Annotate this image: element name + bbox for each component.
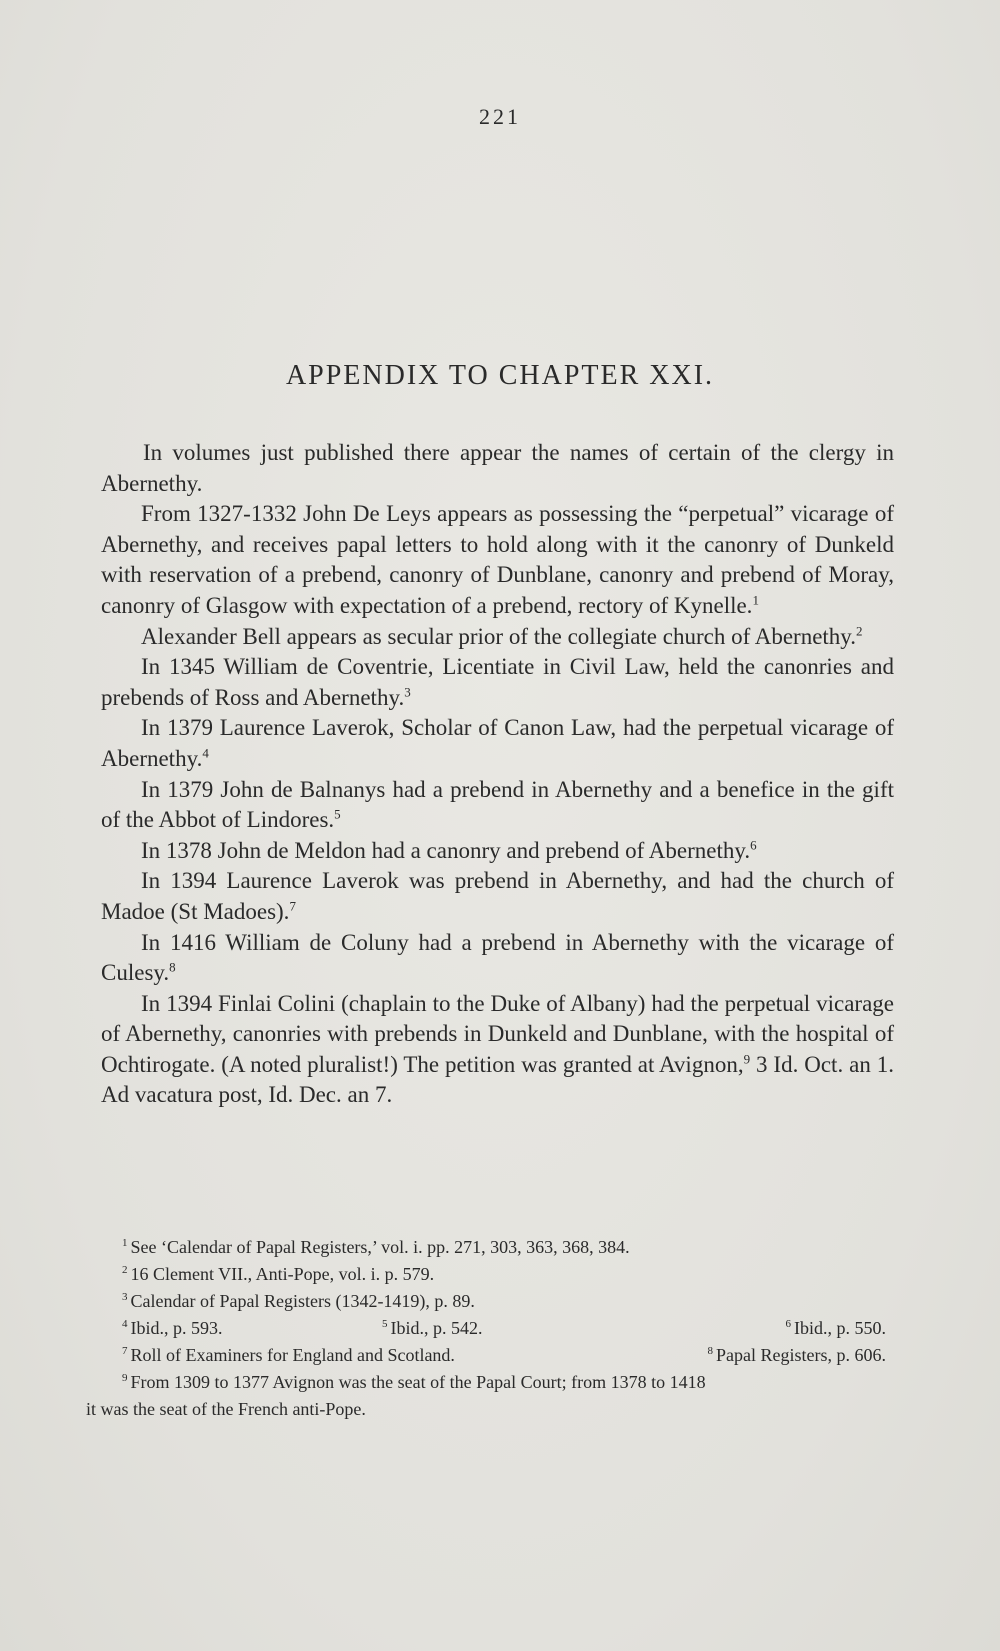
paragraph-text: From 1327-1332 John De Leys appears as possessing the “perpetual” vicarage of Abernethy, and receives papal letters to hold along with it the canonry of Dunkeld with reservation of a prebend, canonry of Dunblane, canonry and prebend of Moray, canonry of Glasgow with expectation of a prebend, rectory of Kynelle. xyxy=(101,501,894,618)
paragraph xyxy=(101,713,894,774)
footnote-text: Ibid., p. 550. xyxy=(794,1318,886,1338)
footnote-text: 16 Clement VII., Anti-Pope, vol. i. p. 579. xyxy=(130,1264,435,1284)
paragraph xyxy=(101,775,894,836)
paragraph xyxy=(101,622,894,653)
footnote-marker: 9 xyxy=(743,1051,751,1067)
footnote-marker: 3 xyxy=(404,684,411,700)
footnote xyxy=(786,1315,887,1342)
body-text xyxy=(101,438,894,1111)
paragraph xyxy=(101,836,894,867)
paragraph xyxy=(101,499,894,621)
footnote-number: 4 xyxy=(122,1318,128,1330)
footnote xyxy=(86,1261,886,1288)
footnote-text: See ‘Calendar of Papal Registers,’ vol. i. pp. 271, 303, 363, 368, 384. xyxy=(130,1237,630,1257)
paragraph xyxy=(101,928,894,989)
paragraph-text: In 1394 Laurence Laverok was prebend in Abernethy, and had the church of Madoe (St Madoes). xyxy=(101,868,894,924)
paragraph-text: In volumes just published there appear the names of certain of the clergy in Abernethy. xyxy=(101,440,894,496)
footnote-marker: 8 xyxy=(169,959,176,975)
footnote-marker: 7 xyxy=(289,898,296,914)
paragraph xyxy=(101,652,894,713)
footnote-number: 9 xyxy=(122,1372,128,1384)
paragraph xyxy=(101,866,894,927)
paragraph-text: In 1416 William de Coluny had a prebend in Abernethy with the vicarage of Culesy. xyxy=(101,929,894,986)
page-number: 221 xyxy=(479,104,521,129)
footnote xyxy=(122,1315,382,1342)
footnote xyxy=(86,1288,886,1315)
footnote-marker: 6 xyxy=(750,837,757,853)
footnote-text: From 1309 to 1377 Avignon was the seat of the Papal Court; from 1378 to 1418 xyxy=(130,1372,706,1392)
footnotes xyxy=(86,1234,886,1423)
footnote-number: 1 xyxy=(122,1237,128,1249)
paragraph-text: In 1345 William de Coventrie, Licentiate in Civil Law, held the canonries and prebends of Ross and Abernethy. xyxy=(101,654,894,710)
paragraph-text: Alexander Bell appears as secular prior of the collegiate church of Abernethy. xyxy=(141,623,857,649)
footnote-marker: 2 xyxy=(856,622,863,638)
footnote-row xyxy=(86,1342,886,1369)
footnote-number: 2 xyxy=(122,1264,128,1276)
paragraph-text: In 1378 John de Meldon had a canonry and prebend of Abernethy. xyxy=(141,837,751,863)
footnote-text: Roll of Examiners for England and Scotland. xyxy=(130,1345,455,1365)
footnote-marker: 5 xyxy=(334,806,341,822)
paragraph xyxy=(101,438,894,499)
footnote-text: Ibid., p. 593. xyxy=(130,1318,223,1338)
footnote-number: 7 xyxy=(122,1345,128,1357)
footnote xyxy=(708,1342,886,1369)
footnote xyxy=(382,1315,662,1342)
paragraph-text: In 1379 John de Balnanys had a prebend in Abernethy and a benefice in the gift of the Abbot of Lindores. xyxy=(101,776,894,833)
paragraph-text: In 1394 Finlai Colini (chaplain to the Duke of Albany) had the perpetual vicarage of Abernethy, canonries with prebends in Dunkeld and Dunblane, with the hospital of Ochtirogate. (A noted pluralist!) The petition was granted at Avignon, xyxy=(101,990,894,1077)
footnote xyxy=(86,1369,886,1423)
footnote xyxy=(86,1234,886,1261)
footnote-continuation: it was the seat of the French anti-Pope. xyxy=(86,1399,366,1419)
footnote-marker: 4 xyxy=(202,745,209,761)
footnote-number: 3 xyxy=(122,1291,128,1303)
paragraph-text: In 1379 Laurence Laverok, Scholar of Canon Law, had the perpetual vicarage of Abernethy. xyxy=(101,715,894,771)
footnote-text: Calendar of Papal Registers (1342-1419), p. 89. xyxy=(130,1291,475,1311)
paragraph-text: 3 Id. Oct. an 1. Ad vacatura post, Id. Dec. an 7. xyxy=(101,1051,894,1108)
footnote-row xyxy=(86,1315,886,1342)
footnote-text: Ibid., p. 542. xyxy=(390,1318,483,1338)
footnote-number: 6 xyxy=(785,1318,791,1330)
chapter-title: APPENDIX TO CHAPTER XXI. xyxy=(285,360,715,391)
footnote xyxy=(122,1342,455,1369)
footnote-marker: 1 xyxy=(752,592,759,608)
footnote-number: 5 xyxy=(382,1318,388,1330)
footnote-text: Papal Registers, p. 606. xyxy=(716,1345,886,1365)
footnote-number: 8 xyxy=(707,1345,714,1357)
paragraph xyxy=(101,989,894,1111)
